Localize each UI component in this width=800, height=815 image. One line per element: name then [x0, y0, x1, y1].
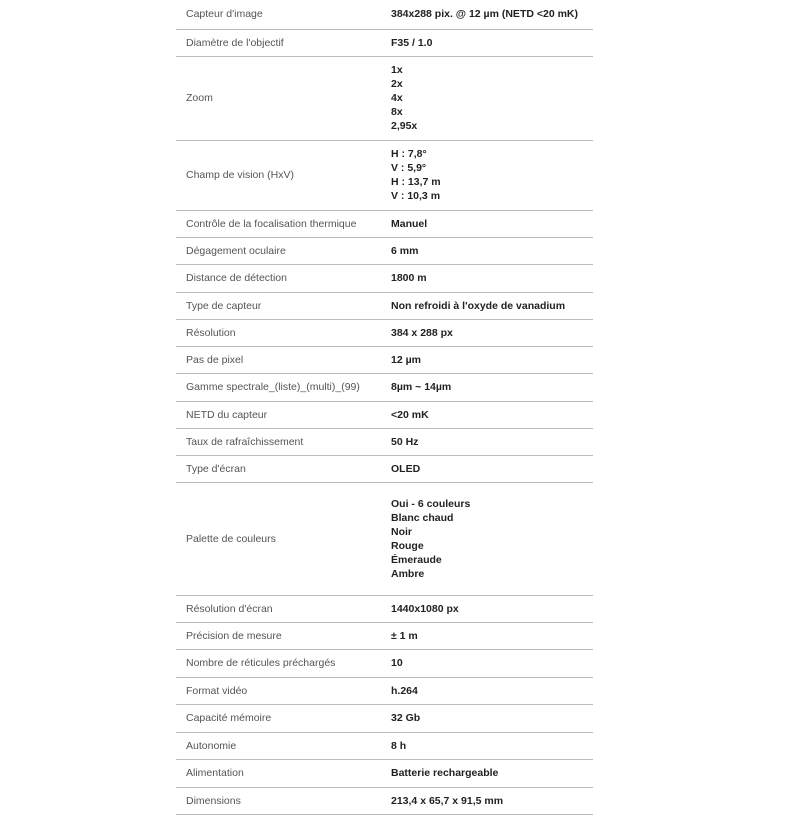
- spec-value: [391, 0, 593, 29]
- spec-value: [391, 787, 593, 814]
- spec-label: Champ de vision (HxV): [176, 140, 391, 210]
- spec-value: [391, 732, 593, 759]
- spec-value-line: 2,95x: [391, 120, 418, 132]
- spec-value-line: 384x288 pix. @ 12 µm (NETD <20 mK): [391, 8, 578, 21]
- spec-value-line: V : 5,9°: [391, 162, 427, 174]
- spec-value-line: Manuel: [391, 217, 428, 230]
- spec-value: [391, 264, 593, 292]
- spec-row: [176, 704, 593, 732]
- spec-value-line: h.264: [391, 684, 418, 697]
- spec-value-line: 8µm ~ 14µm: [391, 381, 452, 393]
- spec-label: Pas de pixel: [176, 346, 391, 373]
- spec-value-line: 213,4 x 65,7 x 91,5 mm: [391, 794, 504, 807]
- spec-table: [176, 0, 593, 815]
- spec-label: Nombre de réticules préchargés: [176, 649, 391, 677]
- spec-value-line: Non refroidi à l'oxyde de vanadium: [391, 299, 566, 312]
- spec-label: Capteur d'image: [176, 0, 391, 29]
- spec-value-line: OLED: [391, 462, 421, 475]
- spec-value-line: 8 h: [391, 739, 407, 752]
- spec-value-line: 1440x1080 px: [391, 602, 459, 615]
- spec-value-line: Batterie rechargeable: [391, 767, 499, 779]
- spec-value: [391, 649, 593, 677]
- spec-label: Gamme spectrale_(liste)_(multi)_(99): [176, 373, 391, 401]
- spec-label: Taux de rafraîchissement: [176, 428, 391, 455]
- spec-row: [176, 237, 593, 264]
- spec-row: [176, 292, 593, 319]
- spec-row: [176, 759, 593, 787]
- spec-value-line: 6 mm: [391, 244, 419, 257]
- spec-table-body: [176, 0, 593, 814]
- spec-label: Dégagement oculaire: [176, 237, 391, 264]
- spec-value: [391, 595, 593, 622]
- spec-value-line: F35 / 1.0: [391, 36, 433, 49]
- spec-value-line: 32 Gb: [391, 712, 421, 724]
- spec-value-line: 1x: [391, 64, 403, 76]
- spec-value-line: V : 10,3 m: [391, 190, 441, 202]
- spec-row: [176, 56, 593, 140]
- spec-value-line: 1800 m: [391, 272, 427, 284]
- spec-value: [391, 622, 593, 649]
- spec-value-line: 50 Hz: [391, 435, 419, 448]
- spec-value-line: Noir: [391, 525, 412, 538]
- spec-label: Résolution: [176, 319, 391, 346]
- spec-value: [391, 428, 593, 455]
- spec-value-line: H : 13,7 m: [391, 176, 441, 188]
- spec-value-line: Ambre: [391, 567, 425, 580]
- spec-value-line: 8x: [391, 106, 403, 118]
- spec-value-line: ± 1 m: [391, 629, 418, 642]
- spec-label: Type d'écran: [176, 455, 391, 482]
- spec-value-line: 2x: [391, 78, 403, 90]
- spec-label: NETD du capteur: [176, 401, 391, 428]
- spec-value: [391, 455, 593, 482]
- spec-value-line: Oui - 6 couleurs: [391, 497, 471, 510]
- spec-row: [176, 319, 593, 346]
- spec-row: [176, 0, 593, 29]
- spec-value: [391, 704, 593, 732]
- spec-value: [391, 319, 593, 346]
- spec-row: [176, 677, 593, 704]
- spec-value-line: Rouge: [391, 539, 424, 552]
- spec-row: [176, 346, 593, 373]
- spec-label: Type de capteur: [176, 292, 391, 319]
- spec-label: Format vidéo: [176, 677, 391, 704]
- spec-value-line: 10: [391, 657, 403, 669]
- spec-value: [391, 56, 593, 140]
- spec-value: [391, 482, 593, 595]
- spec-row: [176, 595, 593, 622]
- spec-value-line: 4x: [391, 92, 403, 104]
- spec-value: [391, 401, 593, 428]
- spec-label: Diamètre de l'objectif: [176, 29, 391, 56]
- spec-value: [391, 29, 593, 56]
- spec-label: Précision de mesure: [176, 622, 391, 649]
- spec-row: [176, 428, 593, 455]
- spec-value: [391, 210, 593, 237]
- spec-label: Alimentation: [176, 759, 391, 787]
- spec-value-line: 384 x 288 px: [391, 326, 453, 339]
- spec-label: Zoom: [176, 56, 391, 140]
- spec-value: [391, 373, 593, 401]
- spec-row: [176, 29, 593, 56]
- spec-row: [176, 140, 593, 210]
- spec-row: [176, 210, 593, 237]
- spec-value: [391, 292, 593, 319]
- spec-label: Autonomie: [176, 732, 391, 759]
- spec-value-line: Blanc chaud: [391, 511, 454, 524]
- spec-label: Distance de détection: [176, 264, 391, 292]
- spec-row: [176, 732, 593, 759]
- spec-row: [176, 401, 593, 428]
- spec-value-line: 12 µm: [391, 353, 421, 366]
- spec-value: [391, 140, 593, 210]
- spec-label: Dimensions: [176, 787, 391, 814]
- spec-row: [176, 482, 593, 595]
- spec-value: [391, 677, 593, 704]
- spec-label: Contrôle de la focalisation thermique: [176, 210, 391, 237]
- spec-value: [391, 346, 593, 373]
- spec-label: Palette de couleurs: [176, 482, 391, 595]
- spec-row: [176, 649, 593, 677]
- spec-value-line: Émeraude: [391, 553, 442, 566]
- spec-row: [176, 373, 593, 401]
- spec-value: [391, 759, 593, 787]
- spec-row: [176, 264, 593, 292]
- spec-label: Capacité mémoire: [176, 704, 391, 732]
- spec-value-line: H : 7,8°: [391, 148, 427, 160]
- spec-row: [176, 787, 593, 814]
- spec-row: [176, 455, 593, 482]
- spec-label: Résolution d'écran: [176, 595, 391, 622]
- spec-row: [176, 622, 593, 649]
- spec-value-line: <20 mK: [391, 408, 429, 421]
- spec-value: [391, 237, 593, 264]
